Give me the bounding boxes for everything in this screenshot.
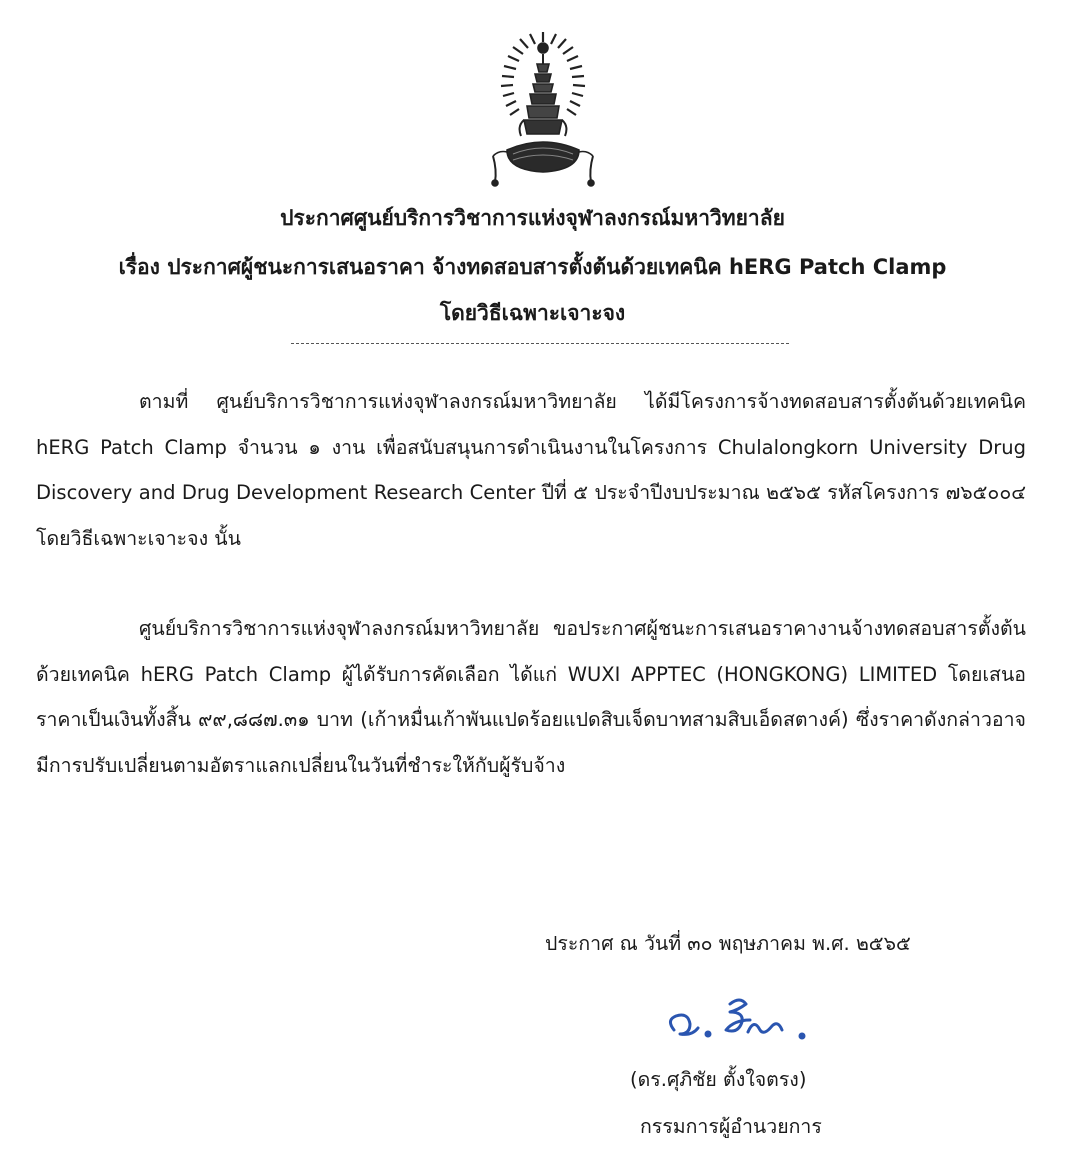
signer-position: กรรมการผู้อำนวยการ <box>640 1115 822 1138</box>
document-title: ประกาศศูนย์บริการวิชาการแห่งจุฬาลงกรณ์มหาวิทยาลัย <box>280 206 785 230</box>
body-paragraph-1 <box>36 379 1026 561</box>
signature-image <box>660 990 820 1050</box>
title-divider <box>291 343 789 344</box>
announcement-date: ประกาศ ณ วันที่ ๓๐ พฤษภาคม พ.ศ. ๒๕๖๕ <box>545 932 911 955</box>
document-method: โดยวิธีเฉพาะเจาะจง <box>439 301 626 325</box>
body-paragraph-2 <box>36 606 1026 788</box>
signer-name: (ดร.ศุภิชัย ตั้งใจตรง) <box>630 1068 807 1091</box>
university-seal-icon <box>483 30 603 195</box>
document-subject: เรื่อง ประกาศผู้ชนะการเสนอราคา จ้างทดสอบสารตั้งต้นด้วยเทคนิค hERG Patch Clamp <box>118 255 947 279</box>
paragraph-2-text: ศูนย์บริการวิชาการแห่งจุฬาลงกรณ์มหาวิทยาลัย ขอประกาศผู้ชนะการเสนอราคางานจ้างทดสอบสารตั้งต้นด้วยเทคนิค hERG Patch Clamp ผู้ได้รับการคัดเลือก ได้แก่ WUXI APPTEC (HONGKONG) LIMITED โดยเสนอราคาเป็นเงินทั้งสิ้น ๙๙,๘๘๗.๓๑ บาท (เก้าหมื่นเก้าพันแปดร้อยแปดสิบเจ็ดบาทสามสิบเอ็ดสตางค์) ซึ่งราคาดังกล่าวอาจมีการปรับเปลี่ยนตามอัตราแลกเปลี่ยนในวันที่ชำระให้กับผู้รับจ้าง <box>36 617 1026 777</box>
paragraph-1-text: ตามที่ ศูนย์บริการวิชาการแห่งจุฬาลงกรณ์มหาวิทยาลัย ได้มีโครงการจ้างทดสอบสารตั้งต้นด้วยเทคนิค hERG Patch Clamp จำนวน ๑ งาน เพื่อสนับสนุนการดำเนินงานในโครงการ Chulalongkorn University Drug Discovery and Drug Development Research Center ปีที่ ๕ ประจำปีงบประมาณ ๒๕๖๕ รหัสโครงการ ๗๖๕๐๐๔ โดยวิธีเฉพาะเจาะจง นั้น <box>36 390 1026 550</box>
